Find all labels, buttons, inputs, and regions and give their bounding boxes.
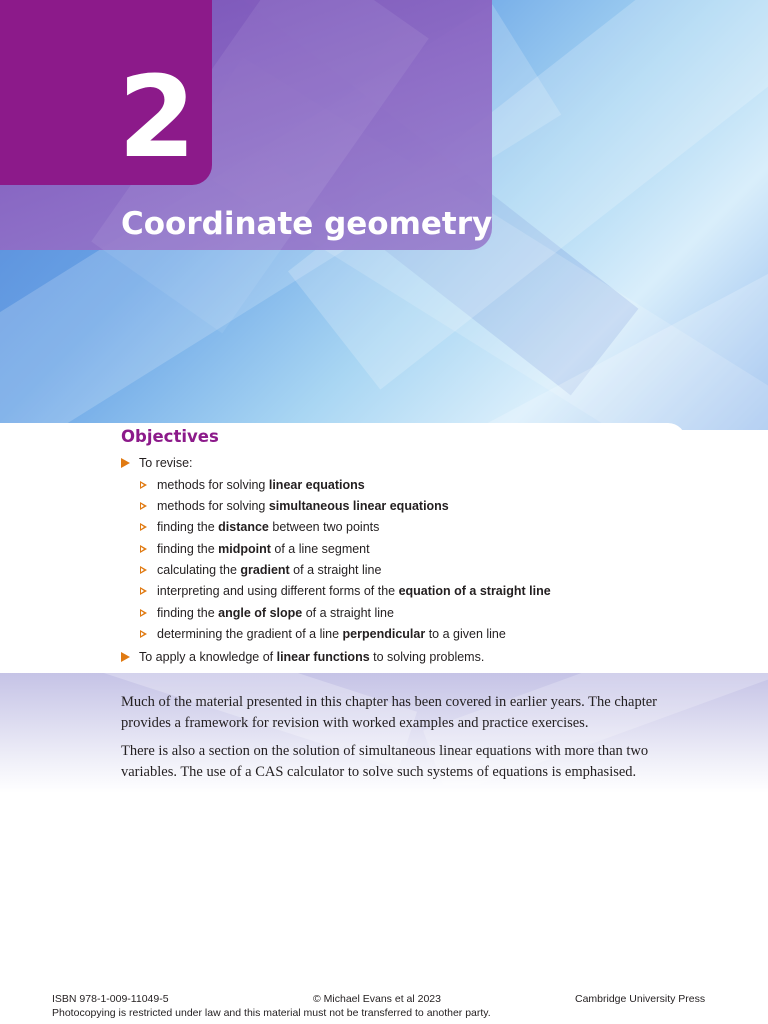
objective-item: finding the distance between two points	[157, 520, 380, 534]
outline-triangle-bullet-icon	[140, 481, 147, 489]
chapter-title: Coordinate geometry	[121, 206, 493, 242]
outline-triangle-bullet-icon	[140, 545, 147, 553]
objective-item: calculating the gradient of a straight line	[157, 563, 382, 577]
outline-triangle-bullet-icon	[140, 502, 147, 510]
footer-notice: Photocopying is restricted under law and this material must not be transferred to another party.	[52, 1007, 491, 1019]
objective-item: interpreting and using different forms of the equation of a straight line	[157, 584, 551, 598]
orange-triangle-bullet-icon	[121, 652, 130, 662]
objective-intro: To revise:	[139, 456, 193, 470]
outline-triangle-bullet-icon	[140, 587, 147, 595]
orange-triangle-bullet-icon	[121, 458, 130, 468]
objective-item: finding the angle of slope of a straight line	[157, 606, 394, 620]
objective-item: finding the midpoint of a line segment	[157, 542, 370, 556]
chapter-number: 2	[118, 53, 192, 183]
objective-item: determining the gradient of a line perpendicular to a given line	[157, 627, 506, 641]
footer-isbn: ISBN 978-1-009-11049-5	[52, 993, 169, 1005]
objective-item: methods for solving simultaneous linear equations	[157, 499, 449, 513]
intro-paragraph: Much of the material presented in this chapter has been covered in earlier years. The chapter provides a framework for revision with worked examples and practice exercises.	[121, 694, 657, 731]
outline-triangle-bullet-icon	[140, 609, 147, 617]
outline-triangle-bullet-icon	[140, 566, 147, 574]
footer-publisher: Cambridge University Press	[575, 993, 706, 1005]
outline-triangle-bullet-icon	[140, 630, 147, 638]
objectives-heading: Objectives	[121, 427, 219, 446]
chapter-banner	[0, 0, 768, 430]
objective-final: To apply a knowledge of linear functions to solving problems.	[139, 650, 485, 664]
objective-item: methods for solving linear equations	[157, 478, 365, 492]
intro-paragraph: There is also a section on the solution of simultaneous linear equations with more than two variables. The use of a CAS calculator to solve such systems of equations is emphasised.	[121, 743, 649, 780]
outline-triangle-bullet-icon	[140, 523, 147, 531]
footer-copyright: © Michael Evans et al 2023	[313, 993, 441, 1005]
